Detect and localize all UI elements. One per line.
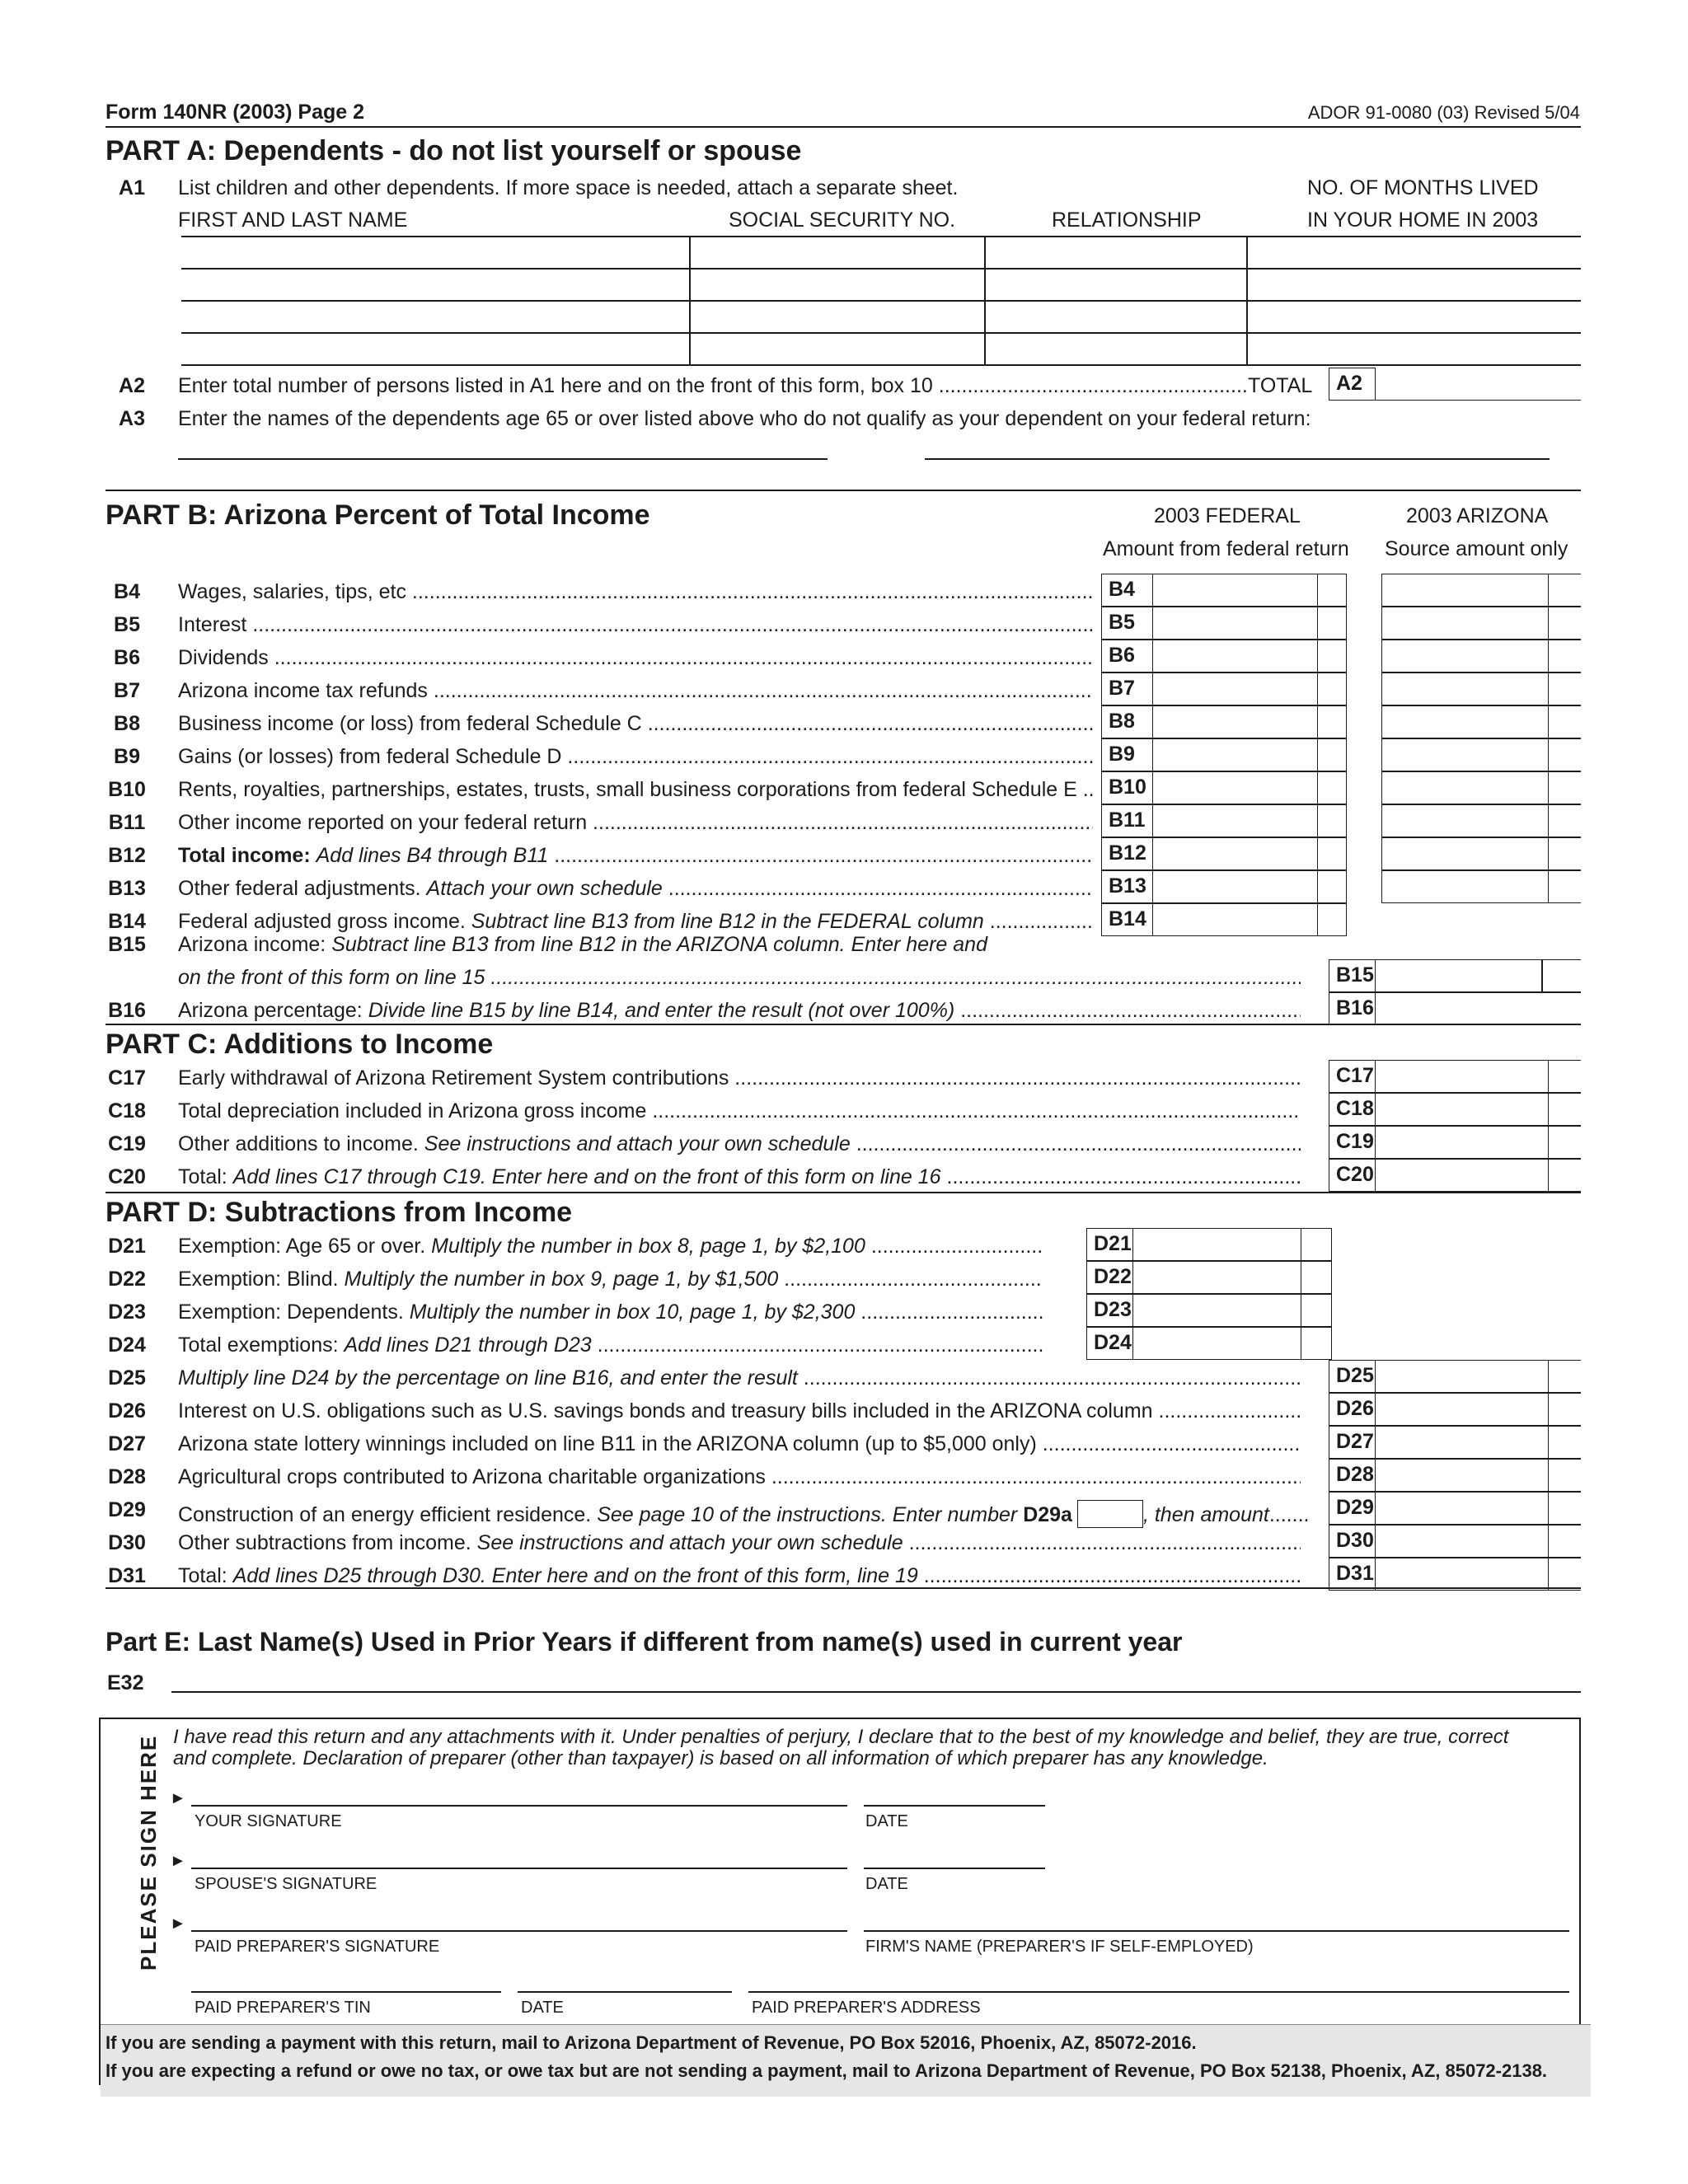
a2-box-label: A2 — [1329, 368, 1375, 401]
line-text: Exemption: Blind. — [178, 1269, 339, 1290]
col-name-header: FIRST AND LAST NAME — [178, 209, 408, 232]
b6-arizona-cents[interactable] — [1548, 640, 1581, 673]
line-text-italic: Add lines D25 through D30. Enter here and on the front of this form, line 19 — [232, 1566, 918, 1586]
line-d21-text — [178, 1236, 1043, 1257]
line-b11-text — [178, 813, 1093, 833]
line-d29-text — [178, 1500, 1315, 1528]
declaration-line-2: and complete. Declaration of preparer (other than taxpayer) is based on all information of which preparer has any knowledge. — [173, 1747, 1268, 1769]
b9-box-label: B9 — [1101, 738, 1152, 771]
b14-federal-cents[interactable] — [1317, 903, 1347, 936]
line-c17-num: C17 — [108, 1066, 146, 1090]
line-c20-num: C20 — [108, 1165, 146, 1188]
line-text-italic: Add lines D21 through D23 — [344, 1335, 592, 1356]
spouse-signature-line[interactable] — [191, 1868, 847, 1869]
b4-box-label: B4 — [1101, 574, 1152, 607]
arizona-col-header-1: 2003 ARIZONA — [1406, 504, 1549, 527]
line-b6-num: B6 — [114, 646, 140, 669]
part-c-title: PART C: Additions to Income — [106, 1029, 494, 1060]
line-text: Arizona income tax refunds — [178, 681, 428, 701]
c18-cents[interactable] — [1548, 1093, 1581, 1126]
line-text: Other federal adjustments. — [178, 879, 421, 899]
spouse-date-line[interactable] — [864, 1868, 1045, 1869]
line-d28-num: D28 — [108, 1465, 146, 1488]
b15-box-label: B15 — [1329, 959, 1375, 992]
line-d22-text — [178, 1269, 1043, 1290]
b4-arizona-cents[interactable] — [1548, 574, 1581, 607]
d31-cents[interactable] — [1548, 1558, 1581, 1591]
line-d31-num: D31 — [108, 1564, 146, 1587]
line-d24-num: D24 — [108, 1333, 146, 1357]
form-revision: ADOR 91-0080 (03) Revised 5/04 — [1307, 102, 1580, 123]
line-c18-text — [178, 1101, 1301, 1122]
line-d28-text — [178, 1467, 1301, 1488]
part-a-bottom-rule — [106, 490, 1581, 491]
line-d21-num: D21 — [108, 1235, 146, 1258]
arrow-icon: ► — [170, 1852, 186, 1870]
line-text: Total depreciation included in Arizona gross income — [178, 1101, 647, 1122]
a2-total-field[interactable] — [1375, 368, 1581, 401]
b7-arizona-cents[interactable] — [1548, 673, 1581, 705]
preparer-date-label: DATE — [521, 1999, 564, 2017]
b13-arizona-amount[interactable] — [1381, 870, 1548, 903]
line-b13-num: B13 — [108, 877, 146, 900]
months-header-2: IN YOUR HOME IN 2003 — [1307, 209, 1539, 232]
firm-name-line[interactable] — [864, 1930, 1569, 1932]
line-text: Interest — [178, 615, 247, 635]
c19-cents[interactable] — [1548, 1126, 1581, 1159]
a3-name-line-2[interactable] — [925, 458, 1550, 460]
line-text-italic: Attach your own schedule — [426, 879, 663, 899]
d30-amount[interactable] — [1375, 1525, 1548, 1558]
d28-cents[interactable] — [1548, 1459, 1581, 1492]
line-a3-text: Enter the names of the dependents age 65 or over listed above who do not qualify as your dependent on your federal return: — [178, 407, 1311, 430]
b13-box-label: B13 — [1101, 870, 1152, 903]
line-text: Business income (or loss) from federal Schedule C — [178, 714, 642, 734]
federal-col-header-2: Amount from federal return — [1103, 537, 1349, 560]
b8-box-label: B8 — [1101, 705, 1152, 738]
b4-federal-cents[interactable] — [1317, 574, 1347, 607]
line-text: Other income reported on your federal return — [178, 813, 588, 833]
line-b10-num: B10 — [108, 778, 146, 801]
line-b8-num: B8 — [114, 712, 140, 735]
b12-arizona-amount[interactable] — [1381, 837, 1548, 870]
d29-cents[interactable] — [1548, 1492, 1581, 1525]
line-text: Dividends — [178, 648, 269, 668]
dependent-name-field-4[interactable] — [181, 334, 687, 363]
line-text-italic: Multiply the number in box 9, page 1, by $1,500 — [344, 1269, 779, 1290]
col-ssn-header: SOCIAL SECURITY NO. — [729, 209, 956, 232]
b11-federal-cents[interactable] — [1317, 804, 1347, 837]
line-text: Exemption: Age 65 or over. — [178, 1236, 426, 1257]
firm-name-label: FIRM'S NAME (PREPARER'S IF SELF-EMPLOYED) — [865, 1938, 1254, 1956]
d27-box-label: D27 — [1329, 1426, 1375, 1459]
d28-box-label: D28 — [1329, 1459, 1375, 1492]
preparer-date-line[interactable] — [518, 1991, 732, 1993]
preparer-signature-label: PAID PREPARER'S SIGNATURE — [195, 1938, 440, 1956]
dependent-name-field-2[interactable] — [181, 269, 687, 299]
b8-federal-amount[interactable] — [1152, 705, 1317, 738]
line-text: Rents, royalties, partnerships, estates, trusts, small business corporations from federal Schedule E — [178, 780, 1077, 800]
d23-cents[interactable] — [1301, 1294, 1332, 1327]
line-c19-text — [178, 1134, 1301, 1155]
c18-box-label: C18 — [1329, 1093, 1375, 1126]
b8-arizona-cents[interactable] — [1548, 705, 1581, 738]
dependent-name-field-3[interactable] — [181, 302, 687, 331]
line-b8-text — [178, 714, 1093, 734]
b5-box-label: B5 — [1101, 607, 1152, 640]
preparer-tin-label: PAID PREPARER'S TIN — [195, 1999, 371, 2017]
line-d26-num: D26 — [108, 1399, 146, 1422]
b9-federal-cents[interactable] — [1317, 738, 1347, 771]
line-text: Construction of an energy efficient residence. — [178, 1503, 592, 1526]
declaration-line-1: I have read this return and any attachments with it. Under penalties of perjury, I declare that to the best of my knowledge and belief, they are true, correct — [173, 1726, 1509, 1748]
line-text: Gains (or losses) from federal Schedule D — [178, 747, 562, 767]
line-b9-num: B9 — [114, 745, 140, 768]
line-b11-num: B11 — [108, 811, 146, 834]
line-d31-text — [178, 1566, 1301, 1586]
d24-box-label: D24 — [1086, 1327, 1132, 1360]
line-b12-text — [178, 846, 1093, 866]
d29-amount[interactable] — [1375, 1492, 1548, 1525]
line-c17-text — [178, 1068, 1301, 1089]
b12-federal-amount[interactable] — [1152, 837, 1317, 870]
b14-box-label: B14 — [1101, 903, 1152, 936]
line-b9-text — [178, 747, 1093, 767]
c17-box-label: C17 — [1329, 1060, 1375, 1093]
b12-box-label: B12 — [1101, 837, 1152, 870]
spouse-date-label: DATE — [865, 1875, 908, 1893]
line-text-italic: Multiply the number in box 8, page 1, by $2,100 — [431, 1236, 865, 1257]
d30-box-label: D30 — [1329, 1525, 1375, 1558]
d29a-label: D29a — [1023, 1503, 1072, 1526]
line-a2-text: Enter total number of persons listed in A1 here and on the front of this form, box 10 ..... — [178, 376, 1246, 396]
c20-cents[interactable] — [1548, 1159, 1581, 1192]
d25-amount[interactable] — [1375, 1360, 1548, 1393]
a2-total-label: TOTAL — [1248, 374, 1313, 397]
line-b4-num: B4 — [114, 580, 140, 603]
d27-amount[interactable] — [1375, 1426, 1548, 1459]
c20-box-label: C20 — [1329, 1159, 1375, 1192]
part-b-title: PART B: Arizona Percent of Total Income — [106, 499, 650, 531]
arizona-col-header-2: Source amount only — [1385, 537, 1568, 560]
c17-cents[interactable] — [1548, 1060, 1581, 1093]
line-b15-text-2: on the front of this form on line 15 ..... — [178, 968, 1301, 988]
b15-amount-field[interactable] — [1375, 959, 1581, 992]
line-d29-num: D29 — [108, 1498, 146, 1521]
d21-amount[interactable] — [1132, 1228, 1301, 1261]
d22-cents[interactable] — [1301, 1261, 1332, 1294]
line-c18-num: C18 — [108, 1099, 146, 1122]
b11-arizona-amount[interactable] — [1381, 804, 1548, 837]
preparer-address-label: PAID PREPARER'S ADDRESS — [752, 1999, 981, 2017]
b10-arizona-amount[interactable] — [1381, 771, 1548, 804]
line-text-italic: Multiply line D24 by the percentage on line B16, and enter the result — [178, 1368, 798, 1389]
c19-amount[interactable] — [1375, 1126, 1548, 1159]
your-date-label: DATE — [865, 1812, 908, 1830]
line-a1-text: List children and other dependents. If more space is needed, attach a separate sheet. — [178, 176, 959, 199]
line-b16-text: Arizona percentage: Divide line B15 by line B14, and enter the result (not over 100%) ..... — [178, 1001, 1301, 1021]
line-d30-num: D30 — [108, 1531, 146, 1554]
spouse-signature-label: SPOUSE'S SIGNATURE — [195, 1875, 377, 1893]
line-d27-num: D27 — [108, 1432, 146, 1455]
d25-cents[interactable] — [1548, 1360, 1581, 1393]
b12-arizona-cents[interactable] — [1548, 837, 1581, 870]
d26-cents[interactable] — [1548, 1393, 1581, 1426]
b7-federal-cents[interactable] — [1317, 673, 1347, 705]
line-text: Early withdrawal of Arizona Retirement System contributions — [178, 1068, 729, 1089]
months-header-1: NO. OF MONTHS LIVED — [1307, 176, 1539, 199]
line-d23-num: D23 — [108, 1301, 146, 1324]
preparer-signature-line[interactable] — [191, 1930, 847, 1932]
c18-amount[interactable] — [1375, 1093, 1548, 1126]
line-text: Exemption: Dependents. — [178, 1302, 404, 1323]
b11-arizona-cents[interactable] — [1548, 804, 1581, 837]
d30-cents[interactable] — [1548, 1525, 1581, 1558]
d22-box-label: D22 — [1086, 1261, 1132, 1294]
d28-amount[interactable] — [1375, 1459, 1548, 1492]
line-text: Arizona state lottery winnings included on line B11 in the ARIZONA column (up to $5,000 only) — [178, 1434, 1037, 1455]
line-text: Total: — [178, 1167, 227, 1188]
d26-box-label: D26 — [1329, 1393, 1375, 1426]
col-relationship-header: RELATIONSHIP — [1052, 209, 1202, 232]
line-d26-text — [178, 1401, 1301, 1422]
line-text-italic: See instructions and attach your own schedule — [424, 1134, 851, 1155]
your-signature-line[interactable] — [191, 1805, 847, 1807]
line-b15-num: B15 — [108, 933, 146, 956]
line-b4-text — [178, 582, 1093, 602]
d31-box-label: D31 — [1329, 1558, 1375, 1591]
line-b5-num: B5 — [114, 613, 140, 636]
line-text: Total: — [178, 1566, 227, 1586]
b10-arizona-cents[interactable] — [1548, 771, 1581, 804]
b9-arizona-cents[interactable] — [1548, 738, 1581, 771]
b16-percent-field[interactable] — [1375, 992, 1581, 1025]
line-d25-num: D25 — [108, 1366, 146, 1390]
line-text-italic: See instructions and attach your own schedule — [476, 1533, 903, 1554]
line-text-italic: Multiply the number in box 10, page 1, by $2,300 — [409, 1302, 856, 1323]
b9-federal-amount[interactable] — [1152, 738, 1317, 771]
arrow-icon: ► — [170, 1915, 186, 1933]
b13-arizona-cents[interactable] — [1548, 870, 1581, 903]
line-c20-text — [178, 1167, 1301, 1188]
line-b13-text — [178, 879, 1093, 899]
d23-box-label: D23 — [1086, 1294, 1132, 1327]
preparer-tin-line[interactable] — [191, 1991, 501, 1993]
c20-amount[interactable] — [1375, 1159, 1548, 1192]
part-d-title: PART D: Subtractions from Income — [106, 1197, 573, 1228]
line-b7-num: B7 — [114, 679, 140, 702]
b15-cents-divider — [1541, 959, 1543, 992]
b7-federal-amount[interactable] — [1152, 673, 1317, 705]
line-text: Agricultural crops contributed to Arizona charitable organizations — [178, 1467, 766, 1488]
line-b5-text — [178, 615, 1093, 635]
line-b6-text — [178, 648, 1093, 668]
d21-cents[interactable] — [1301, 1228, 1332, 1261]
d29-box-label: D29 — [1329, 1492, 1375, 1525]
d29-then-amount: , then amount — [1142, 1503, 1269, 1526]
line-text: Federal adjusted gross income. — [178, 912, 466, 932]
d26-amount[interactable] — [1375, 1393, 1548, 1426]
your-signature-label: YOUR SIGNATURE — [195, 1812, 342, 1830]
please-sign-here: PLEASE SIGN HERE — [136, 1734, 161, 1971]
d25-box-label: D25 — [1329, 1360, 1375, 1393]
line-b15-text: Arizona income: Subtract line B13 from line B12 in the ARIZONA column. Enter here and — [178, 933, 987, 956]
line-text: Other additions to income. — [178, 1134, 419, 1155]
line-text-italic: Add lines C17 through C19. Enter here and on the front of this form on line 16 — [232, 1167, 941, 1188]
c19-box-label: C19 — [1329, 1126, 1375, 1159]
b5-arizona-cents[interactable] — [1548, 607, 1581, 640]
line-b12-num: B12 — [108, 844, 146, 867]
arrow-icon: ► — [170, 1789, 186, 1807]
line-b7-text — [178, 681, 1093, 701]
a3-name-line-1[interactable] — [178, 458, 828, 460]
line-text-italic: See page 10 of the instructions. Enter number — [597, 1503, 1018, 1526]
b10-federal-amount[interactable] — [1152, 771, 1317, 804]
b7-arizona-amount[interactable] — [1381, 673, 1548, 705]
b10-box-label: B10 — [1101, 771, 1152, 804]
b4-federal-amount[interactable] — [1152, 574, 1317, 607]
line-text-bold: Total income: — [178, 846, 311, 866]
line-text: Wages, salaries, tips, etc — [178, 582, 406, 602]
d24-cents[interactable] — [1301, 1327, 1332, 1360]
line-b10-text — [178, 780, 1093, 800]
line-text: Total exemptions: — [178, 1335, 339, 1356]
b4-arizona-amount[interactable] — [1381, 574, 1548, 607]
line-text-italic: Add lines B4 through B11 — [316, 846, 549, 866]
line-d27-text — [178, 1434, 1301, 1455]
b8-federal-cents[interactable] — [1317, 705, 1347, 738]
header-rule — [106, 126, 1581, 128]
b16-box-label: B16 — [1329, 992, 1375, 1025]
line-text: Interest on U.S. obligations such as U.S. savings bonds and treasury bills included in the ARIZONA column — [178, 1401, 1153, 1422]
b5-arizona-amount[interactable] — [1381, 607, 1548, 640]
b6-federal-cents[interactable] — [1317, 640, 1347, 673]
part-a-title: PART A: Dependents - do not list yourself or spouse — [106, 135, 802, 166]
part-c-bottom-rule — [106, 1192, 1581, 1193]
b7-box-label: B7 — [1101, 673, 1152, 705]
line-b16-num: B16 — [108, 999, 146, 1022]
b8-arizona-amount[interactable] — [1381, 705, 1548, 738]
b6-arizona-amount[interactable] — [1381, 640, 1548, 673]
part-b-bottom-rule — [106, 1024, 1581, 1025]
d22-amount[interactable] — [1132, 1261, 1301, 1294]
line-d22-num: D22 — [108, 1268, 146, 1291]
b5-federal-amount[interactable] — [1152, 607, 1317, 640]
line-d23-text — [178, 1302, 1043, 1323]
line-c19-num: C19 — [108, 1132, 146, 1155]
prior-names-line[interactable] — [171, 1691, 1581, 1693]
dependent-name-field-1[interactable] — [181, 237, 687, 267]
d24-amount[interactable] — [1132, 1327, 1301, 1360]
b12-federal-cents[interactable] — [1317, 837, 1347, 870]
mail-refund-text: If you are expecting a refund or owe no tax, or owe tax but are not sending a payment, mail to Arizona Department of Revenue, PO Box 52138, Phoenix, AZ, 85072-2138. — [106, 2060, 1548, 2081]
d21-box-label: D21 — [1086, 1228, 1132, 1261]
line-a1-label: A1 — [119, 176, 145, 199]
d29-leader: ....... — [1268, 1503, 1310, 1526]
line-b14-text — [178, 912, 1093, 932]
d29a-number-field[interactable] — [1077, 1500, 1143, 1528]
d23-amount[interactable] — [1132, 1294, 1301, 1327]
d31-amount[interactable] — [1375, 1558, 1548, 1591]
part-d-bottom-rule — [106, 1587, 1581, 1589]
preparer-address-line[interactable] — [748, 1991, 1569, 1993]
line-text: Other subtractions from income. — [178, 1533, 471, 1554]
mail-payment-text: If you are sending a payment with this return, mail to Arizona Department of Revenue, PO Box 52016, Phoenix, AZ, 85072-2016. — [106, 2032, 1197, 2053]
b14-federal-amount[interactable] — [1152, 903, 1317, 936]
c17-amount[interactable] — [1375, 1060, 1548, 1093]
part-e-title: Part E: Last Name(s) Used in Prior Years if different from name(s) used in current year — [106, 1627, 1183, 1657]
line-a2-label: A2 — [119, 374, 145, 397]
b13-federal-cents[interactable] — [1317, 870, 1347, 903]
line-b14-num: B14 — [108, 910, 146, 933]
line-d25-text — [178, 1368, 1301, 1389]
b11-federal-amount[interactable] — [1152, 804, 1317, 837]
b6-box-label: B6 — [1101, 640, 1152, 673]
b5-federal-cents[interactable] — [1317, 607, 1347, 640]
b6-federal-amount[interactable] — [1152, 640, 1317, 673]
form-title: Form 140NR (2003) Page 2 — [106, 101, 365, 124]
b13-federal-amount[interactable] — [1152, 870, 1317, 903]
your-date-line[interactable] — [864, 1805, 1045, 1807]
federal-col-header-1: 2003 FEDERAL — [1154, 504, 1301, 527]
line-e32-label: E32 — [107, 1671, 144, 1694]
b11-box-label: B11 — [1101, 804, 1152, 837]
line-text-italic: Subtract line B13 from line B12 in the FEDERAL column — [471, 912, 984, 932]
d27-cents[interactable] — [1548, 1426, 1581, 1459]
b9-arizona-amount[interactable] — [1381, 738, 1548, 771]
line-d24-text — [178, 1335, 1043, 1356]
b10-federal-cents[interactable] — [1317, 771, 1347, 804]
line-d30-text — [178, 1533, 1301, 1554]
line-a3-label: A3 — [119, 407, 145, 430]
